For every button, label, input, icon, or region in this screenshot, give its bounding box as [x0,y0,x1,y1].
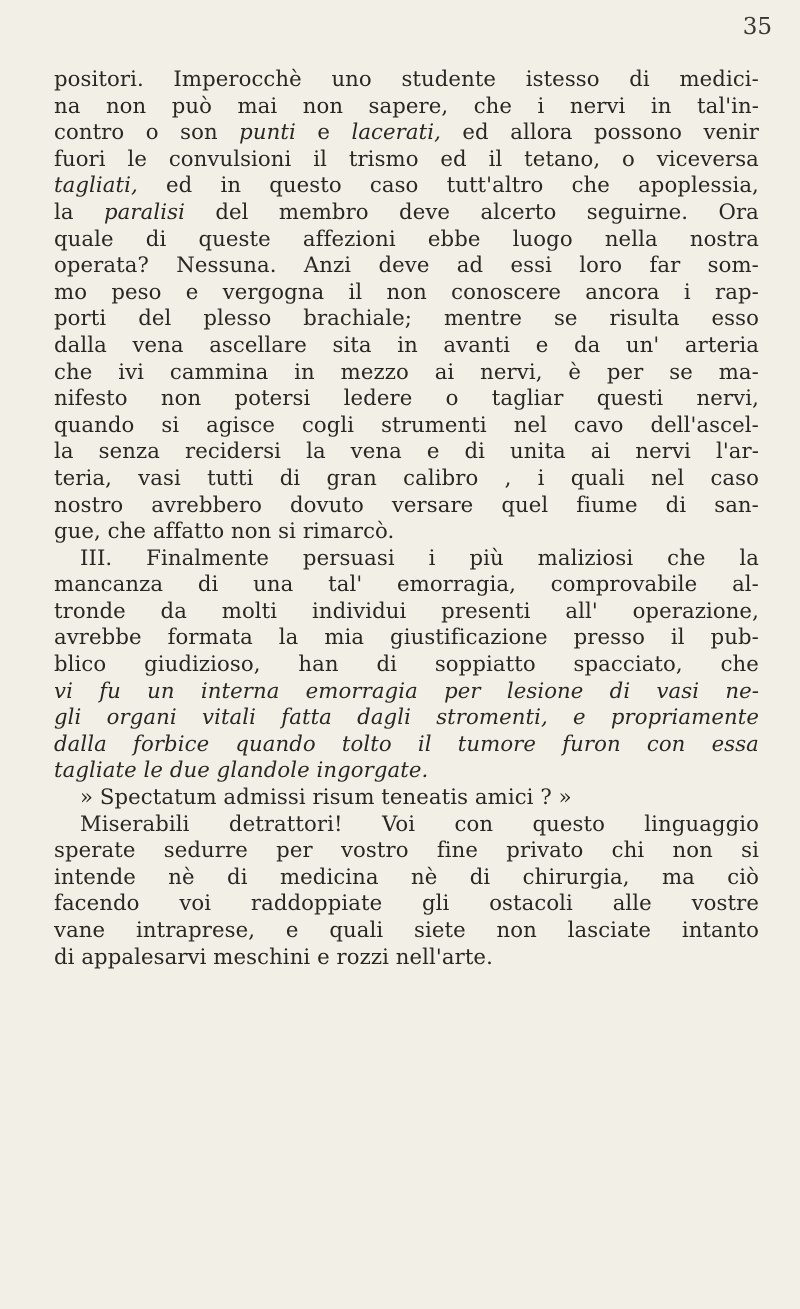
page-number: 35 [742,14,772,40]
text-line: operata? Nessuna. Anzi deve ad essi loro far som- [54,252,759,278]
text-line: avrebbe formata la mia giustificazione presso il pub- [54,624,759,650]
body-text [54,66,759,970]
text-line: porti del plesso brachiale; mentre se risulta esso [54,305,759,331]
text-line: la senza recidersi la vena e di unita ai nervi l'ar- [54,438,759,464]
text-line: teria, vasi tutti di gran calibro , i quali nel caso [54,464,759,490]
text-line: » Spectatum admissi risum teneatis amici ? » [80,784,572,810]
text-line: tronde da molti individui presenti all' operazione, [54,597,759,623]
text-line: dalla forbice quando tolto il tumore furon con essa [54,730,759,756]
text-line: vi fu un interna emorragia per lesione di vasi ne- [54,677,759,703]
text-line: di appalesarvi meschini e rozzi nell'arte. [54,943,493,969]
text-line: sperate sedurre per vostro fine privato chi non si [54,837,759,863]
text-line: III. Finalmente persuasi i più maliziosi che la [80,544,759,570]
text-line: vane intraprese, e quali siete non lasciate intanto [54,917,759,942]
text-line: tagliati, ed in questo caso tutt'altro che apoplessia, [54,172,759,198]
text-line: dalla vena ascellare sita in avanti e da un' arteria [54,331,759,357]
text-line: nifesto non potersi ledere o tagliar questi nervi, [54,385,759,411]
text-line: contro o son punti e lacerati, ed allora possono venir [54,119,759,145]
text-line: quale di queste affezioni ebbe luogo nella nostra [54,225,759,251]
text-line: gue, che affatto non si rimarcò. [54,518,395,544]
text-line: na non può mai non sapere, che i nervi in tal'in- [54,92,759,118]
text-line: gli organi vitali fatta dagli stromenti, e propriamente [54,704,759,730]
text-line: positori. Imperocchè uno studente istesso di medici- [54,66,759,91]
text-line: intende nè di medicina nè di chirurgia, ma ciò [54,863,759,889]
text-line: Miserabili detrattori! Voi con questo linguaggio [80,810,759,836]
text-line: che ivi cammina in mezzo ai nervi, è per se ma- [54,358,759,384]
text-line: fuori le convulsioni il trismo ed il tetano, o viceversa [54,145,759,171]
text-line: facendo voi raddoppiate gli ostacoli alle vostre [54,890,759,916]
text-line: blico giudizioso, han di soppiatto spacciato, che [54,651,759,677]
text-line: tagliate le due glandole ingorgate. [54,757,429,783]
text-line: nostro avrebbero dovuto versare quel fiume di san- [54,491,759,517]
text-line: la paralisi del membro deve alcerto seguirne. Ora [54,198,759,224]
text-line: mo peso e vergogna il non conoscere ancora i rap- [54,278,759,304]
text-line: mancanza di una tal' emorragia, comprovabile al- [54,571,759,597]
text-line: quando si agisce cogli strumenti nel cavo dell'ascel- [54,411,759,437]
